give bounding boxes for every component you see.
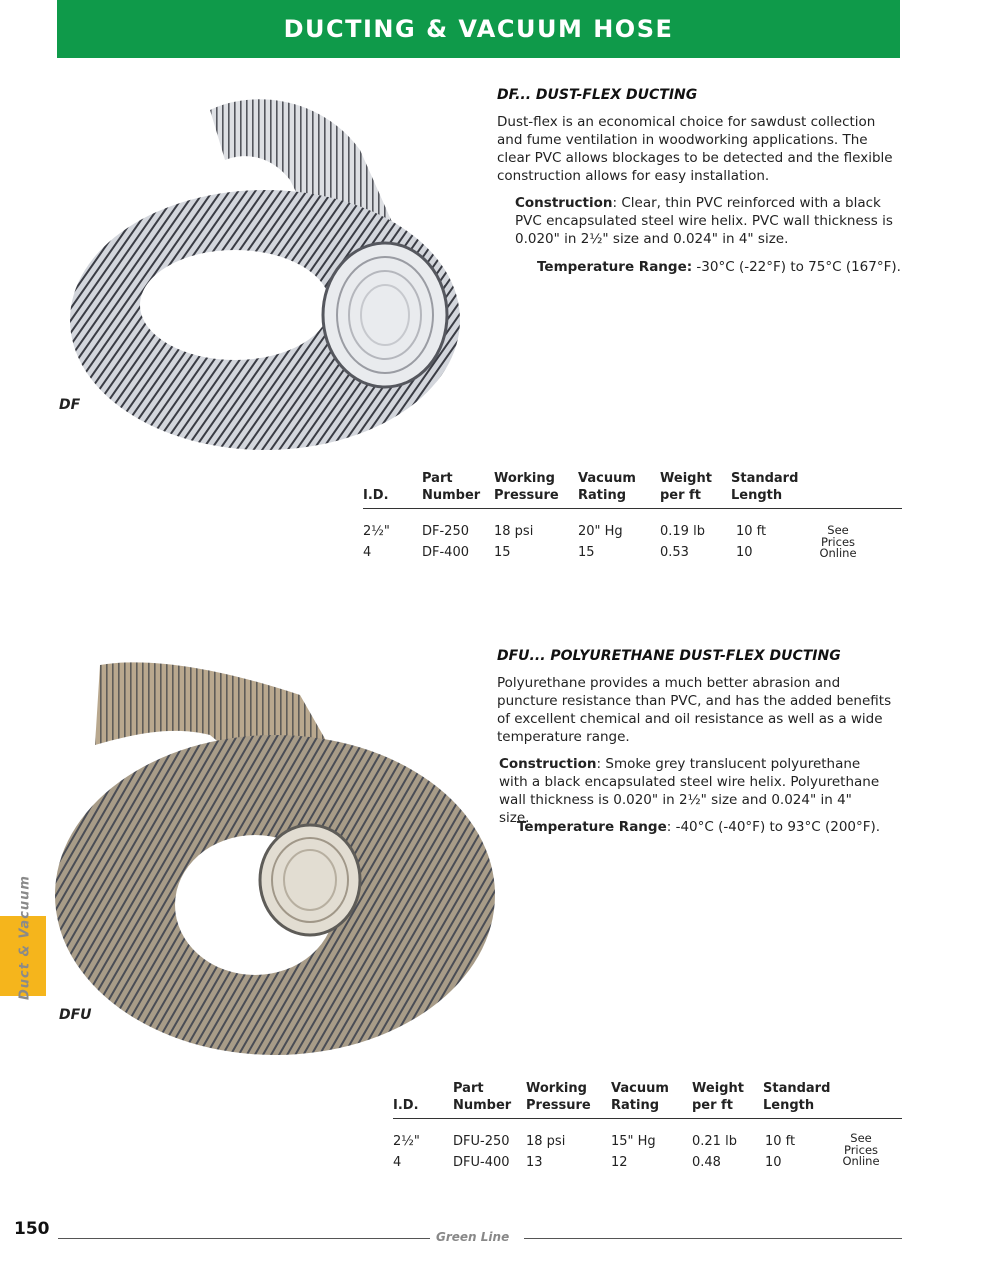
df-temperature-label: Temperature Range: (537, 259, 693, 275)
table-cell: 0.48 (692, 1154, 721, 1170)
table-row (393, 1152, 902, 1173)
side-tab-label: Duct & Vacuum (17, 875, 33, 1000)
table-cell: 12 (611, 1154, 628, 1170)
table-header-row (363, 470, 902, 509)
footer-brand: Green Line (436, 1230, 510, 1244)
table-cell: 18 psi (526, 1133, 566, 1149)
table-cell: 15 (578, 544, 595, 560)
table-header-vacuum-rating: Vacuum Rating (578, 470, 660, 509)
table-cell: 2½" (363, 523, 390, 539)
df-section-title: DF... DUST-FLEX DUCTING (497, 87, 698, 103)
df-temperature-text: -30°C (-22°F) to 75°C (167°F). (692, 259, 901, 275)
dfu-construction-text: : Smoke grey translucent polyurethane with a black encapsulated steel wire helix. Polyurethane wall thickness is 0.020" in 2½" size and 0.024" in 4" size. (499, 756, 880, 826)
dfu-image-label: DFU (59, 1007, 92, 1023)
table-header-id: I.D. (363, 470, 422, 509)
table-cell: 0.19 lb (660, 523, 705, 539)
table-header-part-number: Part Number (453, 1080, 526, 1119)
footer-rule-left (58, 1238, 430, 1239)
table-cell: 10 (736, 544, 753, 560)
table-cell: 10 ft (765, 1133, 796, 1149)
page-number: 150 (14, 1219, 50, 1239)
dfu-section-title: DFU... POLYURETHANE DUST-FLEX DUCTING (497, 648, 841, 664)
table-header-length: Standard Length (763, 1080, 902, 1119)
table-header-vacuum-rating: Vacuum Rating (611, 1080, 692, 1119)
dfu-temperature-text: : -40°C (-40°F) to 93°C (200°F). (666, 819, 881, 835)
table-cell: DFU-400 (453, 1154, 510, 1170)
table-cell: 18 psi (494, 523, 534, 539)
df-image-label: DF (59, 397, 81, 413)
table-cell: 10 ft (736, 523, 767, 539)
footer-rule-right (524, 1238, 902, 1239)
df-construction-text: : Clear, thin PVC reinforced with a black PVC encapsulated steel wire helix. PVC wall thickness is 0.020" in 2½" size and 0.024" in 4" size. (515, 195, 893, 247)
dfu-hose-image (40, 655, 510, 1065)
table-cell: 20" Hg (578, 523, 623, 539)
dfu-temperature (517, 818, 897, 836)
df-description: Dust-flex is an economical choice for sawdust collection and fume ventilation in woodworking applications. The clear PVC allows blockages to be detected and the flexible construction allows for easy installation. (497, 114, 893, 184)
table-row (393, 1131, 902, 1152)
table-cell: 4 (393, 1154, 402, 1170)
table-header-row (393, 1080, 902, 1119)
table-cell: 15 (494, 544, 511, 560)
table-cell: DF-250 (422, 523, 469, 539)
df-construction (515, 194, 895, 248)
table-header-weight: Weight per ft (660, 470, 731, 509)
table-cell: 0.21 lb (692, 1133, 737, 1149)
table-header-length: Standard Length (731, 470, 902, 509)
dfu-spec-table (393, 1080, 902, 1173)
df-temperature (537, 258, 917, 276)
df-see-prices-online-link[interactable]: See Prices Online (819, 523, 857, 560)
table-header-working-pressure: Working Pressure (526, 1080, 611, 1119)
table-cell: DFU-250 (453, 1133, 510, 1149)
table-header-part-number: Part Number (422, 470, 494, 509)
table-header-working-pressure: Working Pressure (494, 470, 578, 509)
table-cell: 10 (765, 1154, 782, 1170)
table-cell: 13 (526, 1154, 543, 1170)
df-hose-image (60, 90, 490, 460)
table-cell: 0.53 (660, 544, 689, 560)
page-title: DUCTING & VACUUM HOSE (283, 15, 674, 43)
table-header-id: I.D. (393, 1080, 453, 1119)
table-header-weight: Weight per ft (692, 1080, 763, 1119)
dfu-construction-label: Construction (499, 756, 597, 772)
dfu-temperature-label: Temperature Range (517, 819, 667, 835)
table-cell: 15" Hg (611, 1133, 656, 1149)
table-cell: DF-400 (422, 544, 469, 560)
dfu-description: Polyurethane provides a much better abrasion and puncture resistance than PVC, and has the added benefits of excellent chemical and oil resistance as well as a wide temperature range. (497, 675, 892, 745)
dfu-see-prices-online-link[interactable]: See Prices Online (842, 1131, 880, 1168)
header-banner (57, 0, 900, 58)
dfu-construction (499, 755, 884, 827)
table-cell: 4 (363, 544, 372, 560)
df-construction-label: Construction (515, 195, 613, 211)
table-cell: 2½" (393, 1133, 420, 1149)
